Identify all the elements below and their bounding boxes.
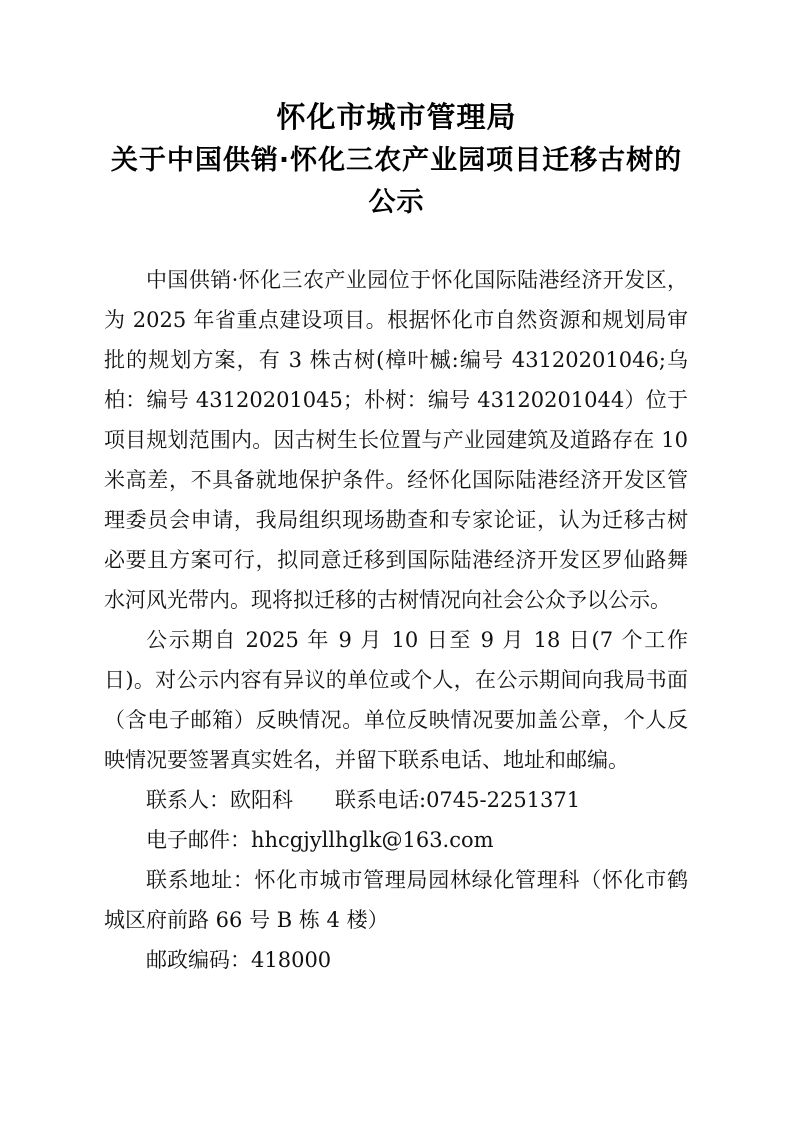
notice-subject-title bbox=[0, 140, 793, 224]
document-body bbox=[0, 260, 793, 980]
contact-address-line: 联系地址：怀化市城市管理局园林绿化管理科（怀化市鹤城区府前路 66 号 B 栋 4 楼） bbox=[104, 868, 688, 932]
issuing-org-title: 怀化市城市管理局 bbox=[276, 100, 517, 134]
notice-subject-line-1: 关于中国供销·怀化三农产业园项目迁移古树的 bbox=[110, 145, 683, 176]
contact-person-line: 联系人：欧阳科 联系电话:0745-2251371 bbox=[146, 788, 581, 812]
document-header bbox=[0, 94, 793, 224]
paragraph-publicity-period: 公示期自 2025 年 9 月 10 日至 9 月 18 日(7 个工作日)。对公示内容有异议的单位或个人，在公示期间向我局书面（含电子邮箱）反映情况。单位反映情况要加盖公章，个人反映情况要签署真实姓名，并留下联系电话、地址和邮编。 bbox=[104, 628, 688, 772]
postal-code-line: 邮政编码：418000 bbox=[146, 948, 332, 972]
contact-email-line: 电子邮件：hhcgjyllhglk@163.com bbox=[146, 828, 494, 852]
paragraph-project-overview: 中国供销·怀化三农产业园位于怀化国际陆港经济开发区，为 2025 年省重点建设项目。根据怀化市自然资源和规划局审批的规划方案，有 3 株古树(樟叶槭:编号 43120201046;乌柏：编号 43120201045；朴树：编号 43120201044）位于项目规划范围内。因古树生长位置与产业园建筑及道路存在 10 米高差，不具备就地保护条件。经怀化国际陆港经济开发区管理委员会申请，我局组织现场勘查和专家论证，认为迁移古树必要且方案可行，拟同意迁移到国际陆港经济开发区罗仙路舞水河风光带内。现将拟迁移的古树情况向社会公众予以公示。 bbox=[104, 268, 688, 612]
notice-subject-line-2: 公示 bbox=[368, 187, 425, 218]
